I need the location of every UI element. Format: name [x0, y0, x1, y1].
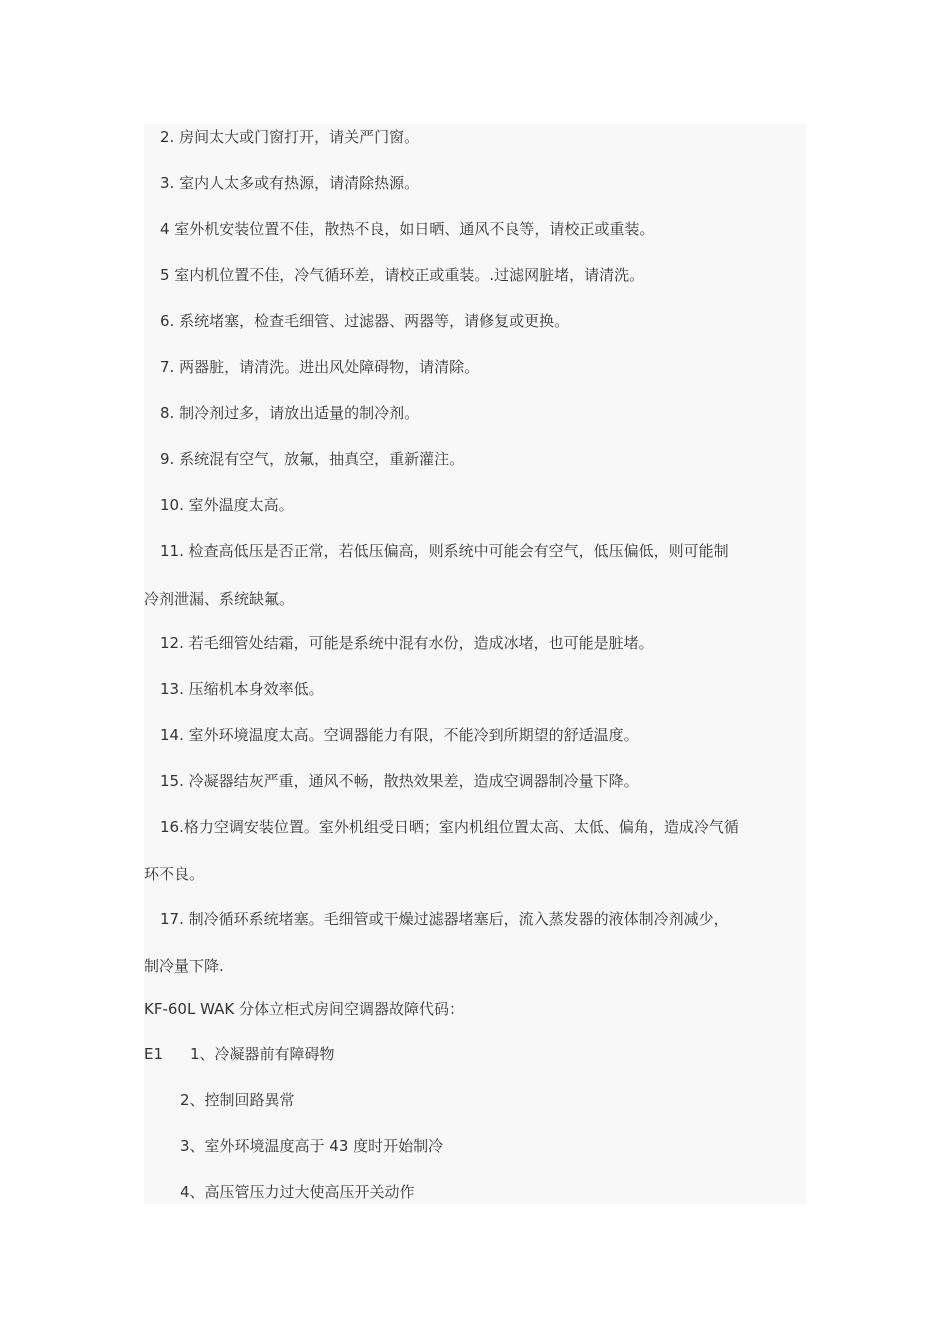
- error-cause: 3、室外环境温度高于 43 度时开始制冷: [180, 1137, 444, 1155]
- list-item: 12. 若毛细管处结霜，可能是系统中混有水份，造成冰堵，也可能是脏堵。: [160, 634, 654, 652]
- list-item: 5 室内机位置不佳，冷气循环差，请校正或重装。.过滤网脏堵，请清洗。: [160, 266, 645, 284]
- list-item-16-line2: 环不良。: [144, 865, 205, 883]
- list-item: 9. 系统混有空气，放氟，抽真空，重新灌注。: [160, 450, 465, 468]
- error-cause: 4、高压管压力过大使高压开关动作: [180, 1183, 415, 1201]
- list-item: 15. 冷凝器结灰严重，通风不畅，散热效果差，造成空调器制冷量下降。: [160, 772, 639, 790]
- list-item: 8. 制冷剂过多，请放出适量的制冷剂。: [160, 404, 420, 422]
- list-item-17-line1: 17. 制冷循环系统堵塞。毛细管或干燥过滤器堵塞后，流入蒸发器的液体制冷剂减少，: [160, 910, 729, 928]
- error-cause: 1、冷凝器前有障碍物: [190, 1045, 335, 1063]
- list-item: 7. 两器脏，请清洗。进出风处障碍物，请清除。: [160, 358, 480, 376]
- error-cause: 2、控制回路異常: [180, 1091, 295, 1109]
- list-item: 13. 压缩机本身效率低。: [160, 680, 324, 698]
- list-item: 4 室外机安装位置不佳，散热不良，如日晒、通风不良等，请校正或重装。: [160, 220, 655, 238]
- list-item-16-line1: 16.格力空调安装位置。室外机组受日晒；室内机组位置太高、太低、偏角，造成冷气循: [160, 818, 739, 836]
- list-item-11-line1: 11. 检查高低压是否正常，若低压偏高，则系统中可能会有空气，低压偏低，则可能制: [160, 542, 729, 560]
- list-item: 6. 系统堵塞，检查毛细管、过滤器、两器等，请修复或更换。: [160, 312, 570, 330]
- list-item-17-line2: 制冷量下降.: [144, 957, 224, 975]
- list-item: 3. 室内人太多或有热源，请清除热源。: [160, 174, 420, 192]
- list-item: 10. 室外温度太高。: [160, 496, 294, 514]
- section-title: KF-60L WAK 分体立柜式房间空调器故障代码：: [144, 1000, 464, 1018]
- list-item-11-line2: 冷剂泄漏、系统缺氟。: [144, 590, 295, 608]
- error-code: E1: [144, 1045, 164, 1063]
- list-item: 14. 室外环境温度太高。空调器能力有限，不能冷到所期望的舒适温度。: [160, 726, 639, 744]
- list-item: 2. 房间太大或门窗打开，请关严门窗。: [160, 128, 420, 146]
- error-code-row: [144, 1041, 806, 1067]
